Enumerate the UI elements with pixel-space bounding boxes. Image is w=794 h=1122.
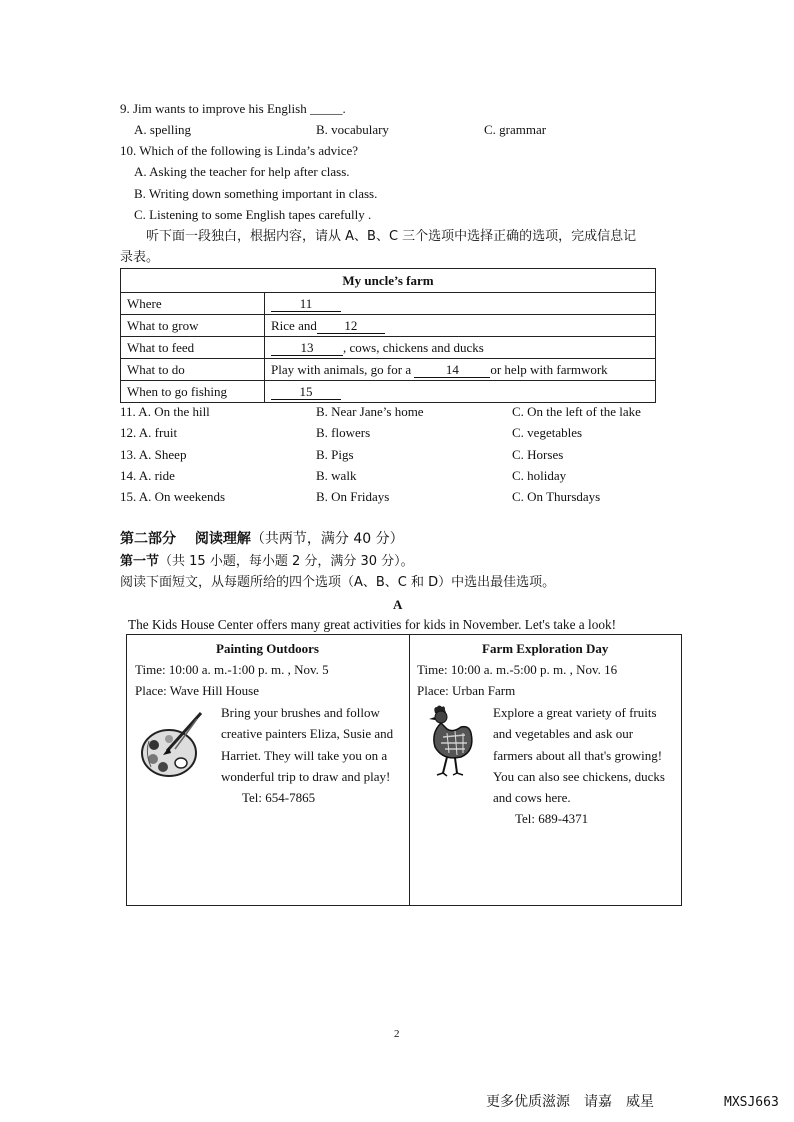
activity-time: Time: 10:00 a. m.-1:00 p. m. , Nov. 5 <box>135 662 329 677</box>
farm-table-title: My uncle’s farm <box>121 269 656 293</box>
answer-blank: 13 <box>271 341 343 356</box>
activity-description-line: Bring your brushes and follow <box>221 705 380 720</box>
q9-stem: 9. Jim wants to improve his English _____. <box>120 101 346 116</box>
section1-heading: 第一节（共 15 小题，每小题 2 分，满分 30 分）。 <box>120 554 414 569</box>
row-content <box>265 381 656 403</box>
q13-option-c: C. Horses <box>512 447 564 462</box>
activity-description-line: wonderful trip to draw and play! <box>221 769 391 784</box>
activity-title: Farm Exploration Day <box>482 641 609 656</box>
row-label: What to do <box>121 359 265 381</box>
q10-option-b: B. Writing down something important in class. <box>134 186 378 201</box>
q11-option-c: C. On the left of the lake <box>512 404 641 419</box>
activity-place: Place: Urban Farm <box>417 683 516 698</box>
row-content: Play with animals, go for a 14 or help with farmwork <box>265 359 656 381</box>
q14-option-c: C. holiday <box>512 468 567 483</box>
farm-info-table <box>120 268 656 403</box>
table-row <box>121 293 656 315</box>
row-content <box>265 293 656 315</box>
table-row <box>121 315 656 337</box>
activity-time: Time: 10:00 a. m.-5:00 p. m. , Nov. 16 <box>417 662 618 677</box>
part2-heading: 第二部分 阅读理解（共两节，满分 40 分） <box>120 531 404 547</box>
q14-option-b: B. walk <box>316 468 357 483</box>
q9-option-a: A. spelling <box>134 122 192 137</box>
activity-description-line: Explore a great variety of fruits <box>493 705 657 720</box>
q15-option-c: C. On Thursdays <box>512 489 601 504</box>
table-row <box>121 359 656 381</box>
row-content: 13 , cows, chickens and ducks <box>265 337 656 359</box>
reading-directions: 阅读下面短文，从每题所给的四个选项（A、B、C 和 D）中选出最佳选项。 <box>120 575 556 590</box>
answer-blank: 15 <box>271 385 341 400</box>
q12-option-c: C. vegetables <box>512 425 583 440</box>
footer-text: 更多优质滋源 请嘉 威星 <box>486 1094 654 1110</box>
row-label: What to feed <box>121 337 265 359</box>
chicken-icon <box>421 703 477 779</box>
passage-intro: The Kids House Center offers many great activities for kids in November. Let's take a look! <box>128 617 617 632</box>
activity-description-line: Harriet. They will take you on a <box>221 748 388 763</box>
table-row <box>121 381 656 403</box>
activity-place: Place: Wave Hill House <box>135 683 259 698</box>
q12-option-b: B. flowers <box>316 425 371 440</box>
activity-title: Painting Outdoors <box>216 641 319 656</box>
activity-description-line: and vegetables and ask our <box>493 726 634 741</box>
activity-description-line: farmers about all that's growing! <box>493 748 663 763</box>
q9-option-c: C. grammar <box>484 122 547 137</box>
activity-description-line: You can also see chickens, ducks <box>493 769 665 784</box>
answer-blank: 12 <box>317 319 385 334</box>
q10-option-a: A. Asking the teacher for help after class. <box>134 164 350 179</box>
row-content: Rice and 12 <box>265 315 656 337</box>
activity-tel: Tel: 689-4371 <box>515 811 589 826</box>
q10-stem: 10. Which of the following is Linda’s advice? <box>120 143 359 158</box>
q15-option-b: B. On Fridays <box>316 489 390 504</box>
q9-option-b: B. vocabulary <box>316 122 389 137</box>
listening-instruction-line1: 听下面一段独白，根据内容，请从 A、B、C 三个选项中选择正确的选项，完成信息记 <box>146 229 637 244</box>
q11-option-a: 11. A. On the hill <box>120 404 210 419</box>
activity-description-line: creative painters Eliza, Susie and <box>221 726 394 741</box>
q12-option-a: 12. A. fruit <box>120 425 178 440</box>
q13-option-a: 13. A. Sheep <box>120 447 187 462</box>
activity-tel: Tel: 654-7865 <box>242 790 316 805</box>
q11-option-b: B. Near Jane’s home <box>316 404 424 419</box>
q15-option-a: 15. A. On weekends <box>120 489 226 504</box>
table-row <box>121 337 656 359</box>
row-label: When to go fishing <box>121 381 265 403</box>
row-label: Where <box>121 293 265 315</box>
row-label: What to grow <box>121 315 265 337</box>
q13-option-b: B. Pigs <box>316 447 354 462</box>
passage-letter: A <box>393 597 403 612</box>
activities-box <box>126 634 682 906</box>
footer-code: MXSJ663 <box>724 1095 779 1110</box>
activity-description-line: and cows here. <box>493 790 571 805</box>
paint-palette-icon <box>139 709 205 785</box>
column-divider <box>409 635 410 905</box>
page-number: 2 <box>394 1028 400 1040</box>
answer-blank: 14 <box>414 363 490 378</box>
q14-option-a: 14. A. ride <box>120 468 175 483</box>
listening-instruction-line2: 录表。 <box>120 250 160 265</box>
q10-option-c: C. Listening to some English tapes carefully . <box>134 207 372 222</box>
answer-blank: 11 <box>271 297 341 312</box>
